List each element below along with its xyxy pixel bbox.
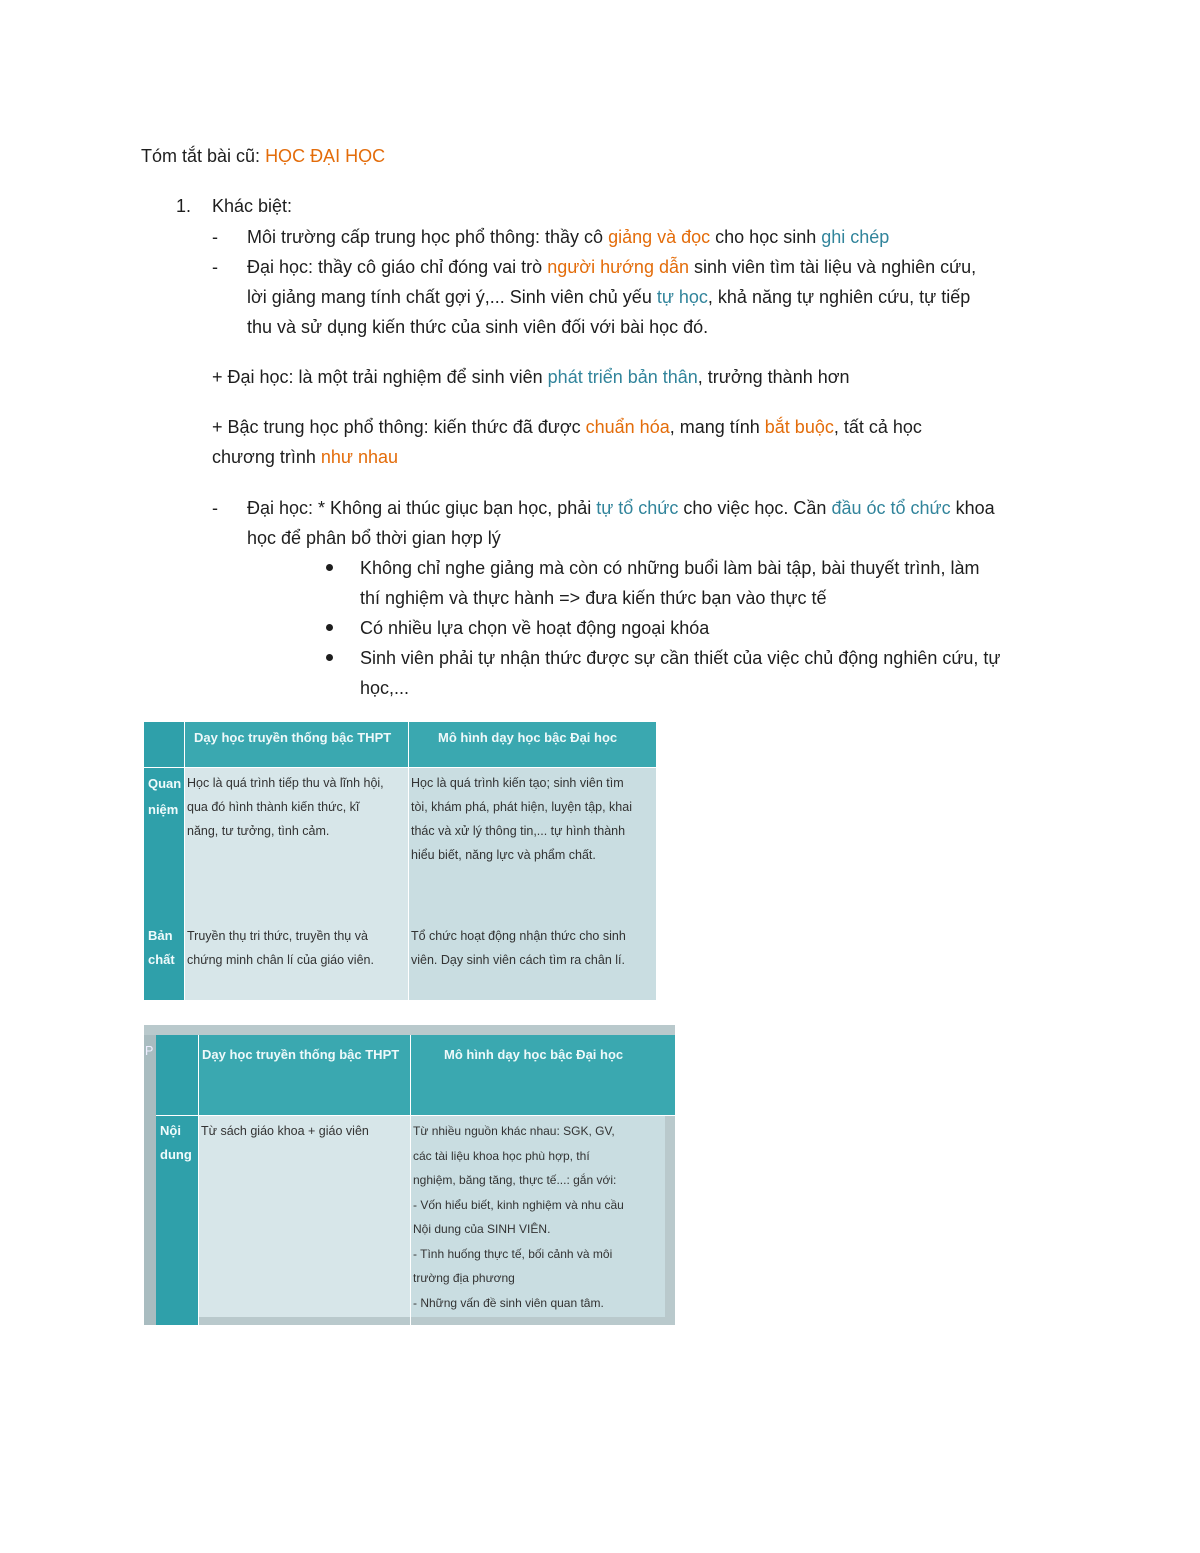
table-divider <box>156 1115 675 1116</box>
dash-marker: - <box>212 498 218 518</box>
table-divider <box>144 767 656 768</box>
text-span: + Bậc trung học phổ thông: kiến thức đã được <box>212 417 586 437</box>
highlight-blue: phát triển bản thân <box>547 367 698 387</box>
dash-item-university-line2 <box>247 282 970 312</box>
title-prefix: Tóm tắt bài cũ: <box>141 146 266 166</box>
side-strip <box>144 1115 156 1325</box>
dash-marker: - <box>212 227 218 247</box>
row-label-text: chất <box>148 952 175 967</box>
summary-title <box>141 141 385 171</box>
cell-line: Từ sách giáo khoa + giáo viên <box>201 1124 369 1138</box>
bullet-item-line2: học,... <box>360 678 410 698</box>
row-label <box>144 767 184 920</box>
cell-line: - Vốn hiểu biết, kinh nghiệm và nhu cầu <box>413 1197 624 1212</box>
cell-line: tòi, khám phá, phát hiện, luyện tập, khai <box>411 800 632 814</box>
plus-item-highschool-line1 <box>212 412 922 442</box>
comparison-table-image-2 <box>144 1025 675 1325</box>
dash-item-highschool <box>247 222 889 252</box>
cell-line: Từ nhiều nguồn khác nhau: SGK, GV, <box>413 1124 615 1138</box>
cell-line: Học là quá trình tiếp thu và lĩnh hội, <box>187 776 384 790</box>
title-highlight: HỌC ĐẠI HỌC <box>265 146 386 166</box>
table-header: Mô hình dạy học bậc Đại học <box>408 722 656 767</box>
cell-line: thác và xử lý thông tin,... tự hình thành <box>411 824 626 838</box>
dash-item-selforg-line1 <box>247 493 995 523</box>
text-span: cho học sinh <box>710 227 822 247</box>
row-label <box>144 920 184 1000</box>
text-span: , trưởng thành hơn <box>697 367 850 387</box>
text-span: Môi trường cấp trung học phổ thông: thầy cô <box>247 227 609 247</box>
text-span: lời giảng mang tính chất gợi ý,... Sinh viên chủ yếu <box>247 287 657 307</box>
table-header: Dạy học truyền thống bậc THPT <box>198 1035 410 1091</box>
text-span: , tất cả học <box>833 417 922 437</box>
table-divider <box>184 722 185 1000</box>
table-divider <box>408 722 409 1000</box>
cell-line: Truyền thụ tri thức, truyền thụ và <box>187 929 368 943</box>
highlight-orange: như nhau <box>320 447 399 467</box>
text-span: , khả năng tự nghiên cứu, tự tiếp <box>707 287 971 307</box>
cell-line: hiểu biết, năng lực và phẩm chất. <box>411 848 596 862</box>
row-label-text: Bản <box>148 928 173 943</box>
plus-item-highschool-line2 <box>212 442 398 472</box>
cell-line: qua đó hình thành kiến thức, kĩ <box>187 800 360 814</box>
highlight-blue: tự tổ chức <box>596 498 679 518</box>
table-cell <box>408 920 656 1000</box>
row-label-text: Quan <box>148 776 182 791</box>
cell-line: chứng minh chân lí của giáo viên. <box>187 953 374 967</box>
table-corner <box>144 722 184 767</box>
bullet-item-line1: Không chỉ nghe giảng mà còn có những buổi làm bài tập, bài thuyết trình, làm <box>360 558 980 578</box>
cell-line: Học là quá trình kiến tạo; sinh viên tìm <box>411 776 624 790</box>
table-corner: P <box>144 1035 156 1115</box>
cell-line: năng, tư tưởng, tình cảm. <box>187 824 330 838</box>
highlight-orange: chuẩn hóa <box>585 417 670 437</box>
bullet-item-line1: Sinh viên phải tự nhận thức được sự cần thiết của việc chủ động nghiên cứu, tự <box>360 648 1001 668</box>
cell-line: trường địa phương <box>413 1271 515 1285</box>
table-cell <box>408 767 656 920</box>
text-span: , mang tính <box>669 417 765 437</box>
bullet-dot-icon <box>326 654 333 661</box>
bullet-item-line1: Có nhiều lựa chọn về hoạt động ngoại khóa <box>360 618 710 638</box>
table-cell <box>198 1115 410 1317</box>
cell-line: viên. Dạy sinh viên cách tìm ra chân lí. <box>411 953 625 967</box>
text-span: chương trình <box>212 447 321 467</box>
table-header: Mô hình dạy học bậc Đại học <box>410 1035 675 1091</box>
highlight-blue: ghi chép <box>821 227 890 247</box>
cell-line: nghiệm, băng tăng, thực tế...: gắn với: <box>413 1173 617 1187</box>
highlight-orange: bắt buộc <box>764 417 834 437</box>
cell-line: Tổ chức hoạt động nhận thức cho sinh <box>411 929 626 943</box>
highlight-blue: tự học <box>656 287 708 307</box>
plus-item-university <box>212 362 850 392</box>
highlight-orange: người hướng dẫn <box>547 257 689 277</box>
table-cell <box>184 767 408 920</box>
table-cell <box>184 920 408 1000</box>
text-span: sinh viên tìm tài liệu và nghiên cứu, <box>688 257 977 277</box>
row-label-text: niệm <box>148 802 179 817</box>
text-span: Đại học: * Không ai thúc giục bạn học, phải <box>247 498 597 518</box>
cell-line: - Tình huống thực tế, bối cảnh và môi <box>413 1246 613 1261</box>
section-heading: Khác biệt: <box>212 196 293 216</box>
row-label-text: Nội <box>160 1123 181 1138</box>
highlight-orange: giảng và đọc <box>608 227 711 247</box>
text-span: cho việc học. Cần <box>678 498 832 518</box>
dash-item-selforg-line2: học để phân bổ thời gian hợp lý <box>247 528 501 548</box>
table-header: Dạy học truyền thống bậc THPT <box>184 722 408 767</box>
table-cell <box>410 1115 665 1317</box>
table-divider <box>410 1035 411 1325</box>
highlight-blue: đầu óc tổ chức <box>831 498 951 518</box>
table-corner <box>156 1035 198 1115</box>
bullet-dot-icon <box>326 624 333 631</box>
comparison-table-image-1 <box>144 722 656 1000</box>
dash-item-university-line3: thu và sử dụng kiến thức của sinh viên đối với bài học đó. <box>247 317 709 337</box>
row-label <box>156 1115 198 1325</box>
row-label-text: dung <box>160 1147 192 1162</box>
dash-marker: - <box>212 257 218 277</box>
bullet-item-line2: thí nghiệm và thực hành => đưa kiến thức bạn vào thực tế <box>360 588 827 608</box>
dash-item-university-line1 <box>247 252 976 282</box>
cell-line: - Những vấn đề sinh viên quan tâm. <box>413 1295 604 1310</box>
bullet-dot-icon <box>326 564 333 571</box>
text-span: + Đại học: là một trải nghiệm để sinh viên <box>212 367 548 387</box>
text-span: khoa <box>950 498 995 518</box>
header-band <box>198 1091 675 1115</box>
section-number: 1. <box>176 196 192 216</box>
table-divider <box>198 1035 199 1325</box>
text-span: Đại học: thầy cô giáo chỉ đóng vai trò <box>247 257 548 277</box>
cell-line: Nội dung của SINH VIÊN. <box>413 1222 551 1236</box>
cell-line: các tài liệu khoa học phù hợp, thí <box>413 1148 590 1163</box>
